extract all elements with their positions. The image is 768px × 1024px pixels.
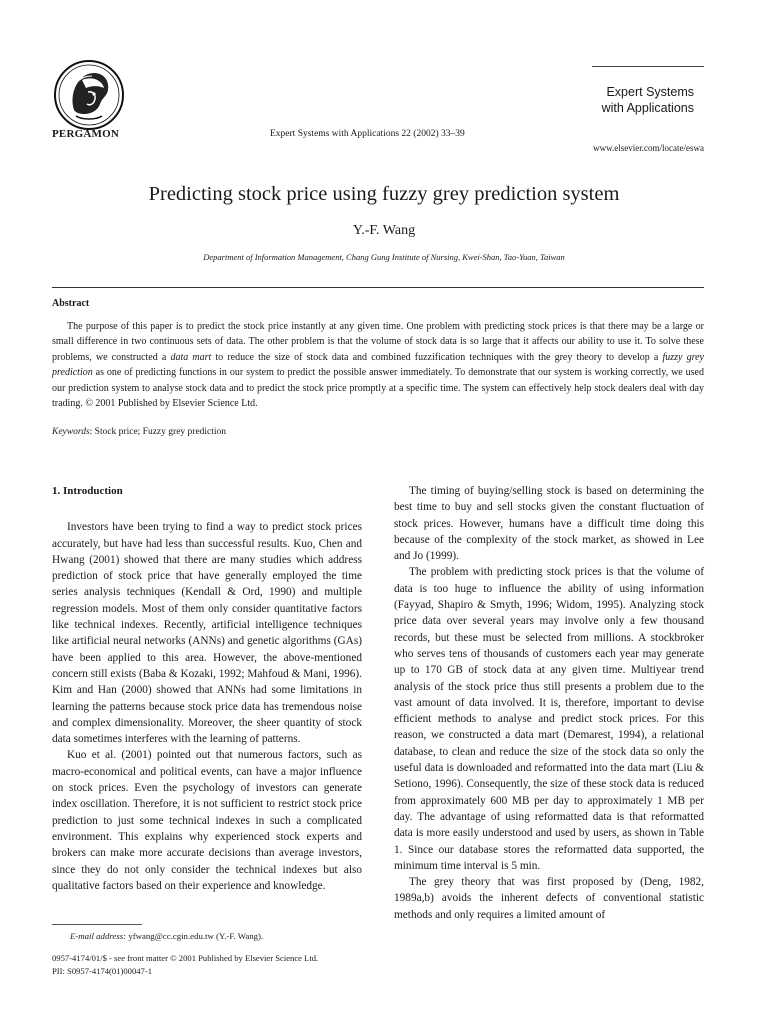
journal-brand	[560, 84, 694, 116]
copyright-block	[52, 952, 318, 977]
pii-line: PII: S0957-4174(01)00047-1	[52, 965, 153, 976]
abstract-heading: Abstract	[52, 298, 90, 309]
brand-rule	[592, 66, 704, 67]
keywords	[52, 427, 704, 437]
footnote-rule	[52, 924, 142, 925]
journal-citation: Expert Systems with Applications 22 (2002) 33–39	[270, 129, 465, 139]
author-affiliation: Department of Information Management, Chang Gung Institute of Nursing, Kwei-Shan, Tao-Yuan, Taiwan	[203, 252, 565, 262]
paragraph: The grey theory that was first proposed by (Deng, 1982, 1989a,b) avoids the inherent defects of conventional statistic methods and only requires a limited amount of	[394, 876, 704, 921]
publisher-name: PERGAMON	[52, 128, 119, 140]
journal-brand-line1: Expert Systems	[606, 85, 694, 99]
paragraph: Investors have been trying to find a way to predict stock prices accurately, but have had less than successful results. Kuo, Chen and Hwang (2001) showed that there are many studies which address prediction of stock price that have generally employed the time series analysis techniques (Kendall & Ord, 1990) and multiple regression models. Most of them only consider quantitative factors like technical indexes. Recently, artificial intelligence techniques like artificial neural networks (ANNs) and genetic algorithms (GAs) have been applied to this area. However, the above-mentioned concern still exists (Baba & Kozaki, 1992; Mahfoud & Mani, 1996). Kim and Han (2000) showed that ANNs had some limitations in learning the patterns because stock price data has tremendous noise and complex dimensionality. Moreover, the sheer quantity of stock data sometimes interferes with the learning of patterns.	[52, 521, 362, 746]
paragraph: The problem with predicting stock prices is that the volume of data is too huge to influence the ability of using information (Fayyad, Shapiro & Smyth, 1996; Widom, 1995). Analyzing stock price data over several years may involve only a few thousand records, but these must be selected from millions. A stockbroker who serves tens of thousands of customers each year may generate up to 170 GB of stock data at any given time. Multiyear trend analysis of the stock price thus still presents a problem due to the vast amount of data involved. It is, therefore, important to devise efficient methods to analyse and predict stock prices. For this reason, we constructed a data mart (Demarest, 1994), a relational database, to clean and reduce the size of the stock data so only the useful data is downloaded and reformatted into the data mart (Liu & Setiono, 1996). Consequently, the size of these stock data is reduced from approximately 600 MB per day to approximately 1 MB per day. The advantage of using reformatted data is that reformatted data is more easily understood and used by users, as shown in Table 1. Since our database stores the reformatted data supported, the minimum time interval is 5 min.	[394, 566, 704, 872]
publisher-logo	[52, 58, 126, 132]
left-column	[52, 483, 362, 894]
paper-author: Y.-F. Wang	[352, 223, 416, 238]
journal-url[interactable]: www.elsevier.com/locate/eswa	[593, 143, 704, 153]
abstract-text-1: The purpose of this paper is to predict the stock price instantly at any given time. One problem with predicting stock prices is that there may be a large or small difference in two continuous sets of data. The other problem is that the volume of stock data is so large that it affects our ability to use it. To solve these problems, we constructed a	[52, 321, 704, 363]
keywords-text: : Stock price; Fuzzy grey prediction	[89, 427, 227, 437]
paper-title: Predicting stock price using fuzzy grey prediction system	[148, 183, 620, 205]
journal-brand-line2: with Applications	[601, 101, 694, 115]
abstract-text-2: to reduce the size of stock data and combined fuzzification techniques with the grey theory to develop a	[211, 351, 663, 363]
abstract-text-3: as one of predicting functions in our system to predict the possible answer immediately. To demonstrate that our system is working correctly, we used our prediction system to analyse stock data and to predict the stock price promptly at a specific time. The system can effectively help stock dealers deal with day trading. © 2001 Published by Elsevier Science Ltd.	[52, 367, 704, 410]
footnote-text: yfwang@cc.cgin.edu.tw (Y.-F. Wang).	[126, 931, 264, 941]
abstract-emphasis-1: data mart	[170, 351, 212, 363]
header-rule	[52, 287, 704, 288]
right-column	[394, 483, 704, 923]
footnote-label: E-mail address:	[70, 931, 127, 941]
abstract-body	[52, 319, 704, 411]
keywords-label: Keywords	[52, 427, 90, 437]
copyright-line: 0957-4174/01/$ - see front matter © 2001 Published by Elsevier Science Ltd.	[52, 953, 319, 963]
abstract-emphasis-2: fuzzy grey prediction	[52, 351, 704, 379]
section-heading: 1. Introduction	[52, 485, 123, 497]
paragraph: Kuo et al. (2001) pointed out that numerous factors, such as macro-economical and political events, can have a major influence on stock prices. Even the psychology of investors can generate index oscillation. Therefore, it is not sufficient to restrict stock price prediction to just some technical indexes in such a complicated environment. This explains why experienced stock experts and brokers can make more accurate decisions than average investors, since they do not only consider the technical indexes but also qualitative factors based on their experience and knowledge.	[52, 749, 362, 892]
paragraph: The timing of buying/selling stock is based on determining the best time to buy and sell stocks given the constant fluctuation of stock prices. However, humans have a difficult time doing this because of the complexity of the stock market, as showed in Lee and Jo (1999).	[394, 485, 704, 563]
footnote	[70, 931, 263, 941]
